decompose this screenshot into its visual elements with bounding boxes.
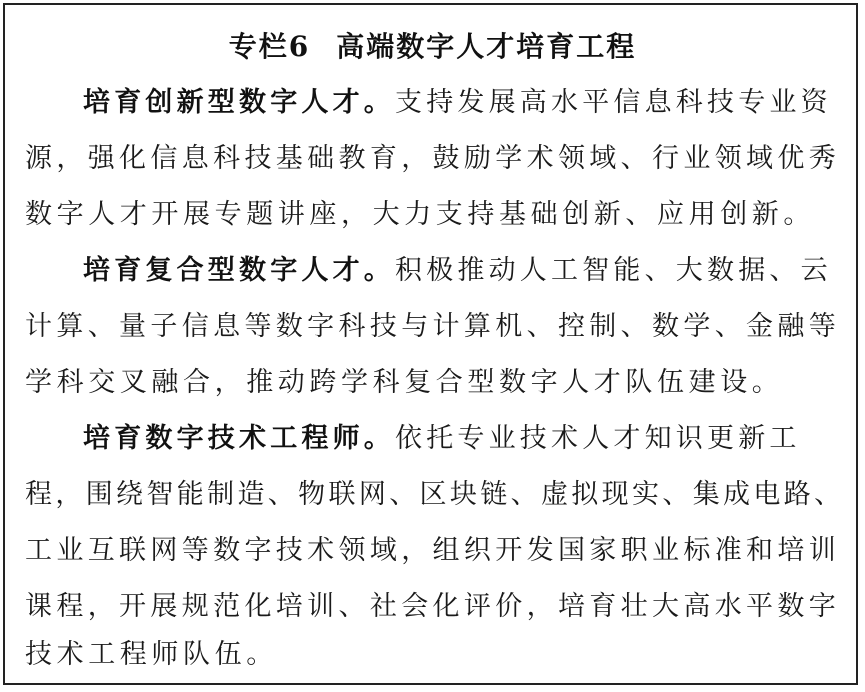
column-title [5, 27, 860, 67]
paragraph-2-lead: 培育复合型数字人才。 [83, 255, 395, 286]
paragraph-3-line-1 [83, 419, 801, 459]
paragraph-1-line-3: 数字人才开展专题讲座，大力支持基础创新、应用创新。 [25, 199, 815, 230]
paragraph-3-line-3: 工业互联网等数字技术领域，组织开发国家职业标准和培训 [25, 535, 841, 566]
paragraph-2-line-1 [83, 251, 832, 291]
paragraph-3-line-4: 课程，开展规范化培训、社会化评价，培育壮大高水平数字 [25, 591, 841, 622]
paragraph-1-line-1 [83, 83, 832, 123]
paragraph-1-text-1: 支持发展高水平信息科技专业资 [395, 87, 832, 118]
paragraph-3-lead: 培育数字技术工程师。 [83, 423, 395, 454]
paragraph-3-text-1: 依托专业技术人才知识更新工 [395, 423, 801, 454]
paragraph-1-lead: 培育创新型数字人才。 [83, 87, 395, 118]
column-box [3, 3, 858, 685]
paragraph-2-line-3: 学科交叉融合，推动跨学科复合型数字人才队伍建设。 [25, 367, 784, 398]
column-number: 专栏6 [228, 30, 311, 63]
paragraph-1-line-2: 源，强化信息科技基础教育，鼓励学术领域、行业领域优秀 [25, 143, 841, 174]
column-heading: 高端数字人才培育工程 [336, 30, 637, 63]
paragraph-3-line-5: 技术工程师队伍。 [25, 639, 278, 670]
paragraph-2-text-1: 积极推动人工智能、大数据、云 [395, 255, 832, 286]
paragraph-2-line-2: 计算、量子信息等数字科技与计算机、控制、数学、金融等 [25, 311, 841, 342]
paragraph-3-line-2: 程，围绕智能制造、物联网、区块链、虚拟现实、集成电路、 [25, 479, 845, 510]
